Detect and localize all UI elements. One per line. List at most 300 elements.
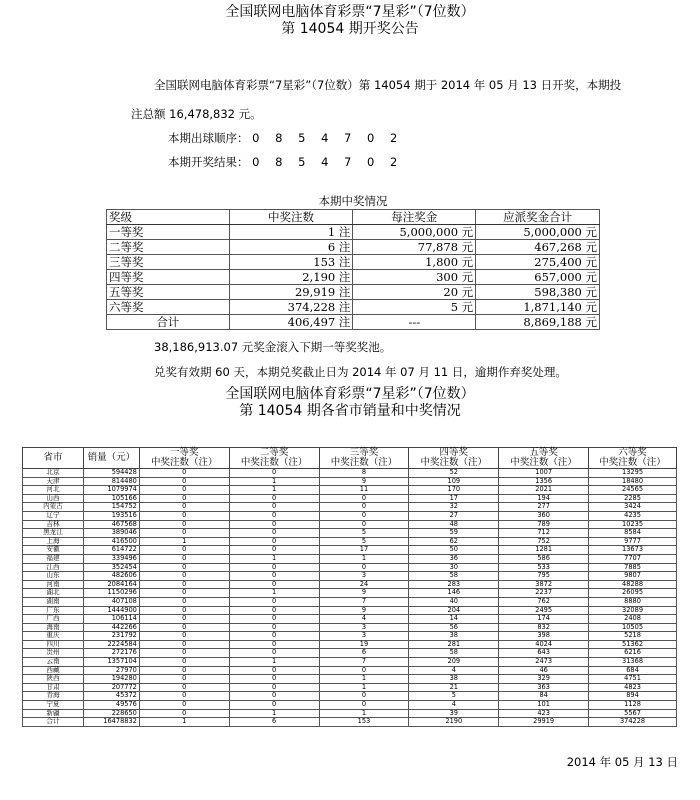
expiry-note: 兑奖有效期 60 天，本期兑奖截止日为 2014 年 07 月 11 日，逾期作弃奖处理。 — [154, 365, 567, 379]
second-prize: 0 — [229, 597, 319, 606]
fifth-prize: 586 — [499, 554, 589, 563]
fifth-prize: 3872 — [499, 580, 589, 589]
fifth-prize: 533 — [499, 563, 589, 572]
third-prize: 3 — [319, 572, 409, 581]
fourth-prize: 32 — [409, 503, 499, 512]
first-prize: 0 — [139, 623, 229, 632]
prize-level: 五等奖 — [107, 285, 230, 300]
sales: 194280 — [83, 675, 139, 684]
draw-order-label: 本期出球顺序： — [168, 131, 249, 145]
prize-total: 275,400 元 — [476, 255, 600, 270]
prize-level: 六等奖 — [107, 300, 230, 315]
fourth-prize: 283 — [409, 580, 499, 589]
third-prize: 7 — [319, 597, 409, 606]
fifth-prize: 2237 — [499, 589, 589, 598]
third-prize: 5 — [319, 529, 409, 538]
third-prize: 3 — [319, 623, 409, 632]
province-name: 吉林 — [23, 520, 84, 529]
fifth-prize: 1356 — [499, 477, 589, 486]
second-prize: 0 — [229, 675, 319, 684]
sales: 27970 — [83, 666, 139, 675]
third-prize: 19 — [319, 640, 409, 649]
fourth-prize: 38 — [409, 632, 499, 641]
header-line1: 省市 — [43, 452, 63, 463]
third-prize: 1 — [319, 554, 409, 563]
province-header-cell — [409, 448, 499, 469]
fifth-prize: 2473 — [499, 658, 589, 667]
province-header-cell — [319, 448, 409, 469]
prize-per-bet: 5 元 — [353, 300, 476, 315]
second-prize: 0 — [229, 615, 319, 624]
province-header-cell — [229, 448, 319, 469]
fifth-prize: 194 — [499, 494, 589, 503]
sixth-prize: 8584 — [589, 529, 677, 538]
sales: 614722 — [83, 546, 139, 555]
fifth-prize: 762 — [499, 597, 589, 606]
first-prize: 0 — [139, 709, 229, 718]
sixth-prize: 8880 — [589, 597, 677, 606]
third-prize: 9 — [319, 589, 409, 598]
prize-count: 374,228 注 — [229, 300, 353, 315]
header-line1: 销量（元） — [87, 452, 136, 463]
fourth-prize: 58 — [409, 572, 499, 581]
second-prize: 6 — [229, 718, 319, 727]
first-prize: 0 — [139, 597, 229, 606]
sales: 2224584 — [83, 640, 139, 649]
sales: 2084164 — [83, 580, 139, 589]
first-prize: 0 — [139, 692, 229, 701]
sales: 1150296 — [83, 589, 139, 598]
sales: 389046 — [83, 529, 139, 538]
fifth-prize: 423 — [499, 709, 589, 718]
first-prize: 0 — [139, 494, 229, 503]
province-name: 海南 — [23, 623, 84, 632]
prize-level: 合计 — [107, 315, 230, 330]
second-prize: 1 — [229, 709, 319, 718]
sixth-prize: 4823 — [589, 683, 677, 692]
third-prize: 0 — [319, 666, 409, 675]
sixth-prize: 6216 — [589, 649, 677, 658]
prize-count: 1 注 — [229, 225, 353, 240]
prize-table-caption: 本期中奖情况 — [318, 194, 388, 208]
sales: 106114 — [83, 615, 139, 624]
sixth-prize: 10235 — [589, 520, 677, 529]
fourth-prize: 14 — [409, 615, 499, 624]
second-prize: 0 — [229, 640, 319, 649]
third-prize: 7 — [319, 658, 409, 667]
province-name: 陕西 — [23, 675, 84, 684]
second-prize: 0 — [229, 683, 319, 692]
fifth-prize: 363 — [499, 683, 589, 692]
fourth-prize: 56 — [409, 623, 499, 632]
first-prize: 0 — [139, 554, 229, 563]
prize-table — [106, 209, 600, 330]
province-name: 甘肃 — [23, 683, 84, 692]
province-section-subtitle: 第 14054 期各省市销量和中奖情况 — [239, 403, 461, 419]
prize-row — [107, 255, 600, 270]
fourth-prize: 4 — [409, 666, 499, 675]
third-prize: 153 — [319, 718, 409, 727]
second-prize: 0 — [229, 572, 319, 581]
rollover-note: 38,186,913.07 元奖金滚入下期一等奖奖池。 — [154, 340, 392, 354]
province-name: 上海 — [23, 537, 84, 546]
province-name: 江西 — [23, 563, 84, 572]
prize-total: 657,000 元 — [476, 270, 600, 285]
fifth-prize: 277 — [499, 503, 589, 512]
fourth-prize: 17 — [409, 494, 499, 503]
sales: 467568 — [83, 520, 139, 529]
second-prize: 0 — [229, 529, 319, 538]
fifth-prize: 752 — [499, 537, 589, 546]
second-prize: 0 — [229, 666, 319, 675]
prize-row — [107, 285, 600, 300]
province-header-cell — [499, 448, 589, 469]
prize-level: 二等奖 — [107, 240, 230, 255]
third-prize: 1 — [319, 709, 409, 718]
fourth-prize: 170 — [409, 486, 499, 495]
sixth-prize: 48288 — [589, 580, 677, 589]
third-prize: 0 — [319, 520, 409, 529]
prize-count: 2,190 注 — [229, 270, 353, 285]
province-section-title: 全国联网电脑体育彩票“7星彩”（7位数） — [225, 386, 475, 402]
prize-row — [107, 300, 600, 315]
header-per-bet: 每注奖金 — [353, 210, 476, 225]
second-prize: 1 — [229, 554, 319, 563]
prize-per-bet: 1,800 元 — [353, 255, 476, 270]
second-prize: 0 — [229, 606, 319, 615]
third-prize: 8 — [319, 469, 409, 478]
sixth-prize: 3424 — [589, 503, 677, 512]
province-total-row — [23, 718, 677, 727]
second-prize: 1 — [229, 486, 319, 495]
sales: 442266 — [83, 623, 139, 632]
fourth-prize: 48 — [409, 520, 499, 529]
header-level: 奖级 — [107, 210, 230, 225]
prize-total-row — [107, 315, 600, 330]
province-name: 西藏 — [23, 666, 84, 675]
sales: 45372 — [83, 692, 139, 701]
fourth-prize: 40 — [409, 597, 499, 606]
province-name: 宁夏 — [23, 701, 84, 710]
fourth-prize: 5 — [409, 692, 499, 701]
fifth-prize: 46 — [499, 666, 589, 675]
province-name: 北京 — [23, 469, 84, 478]
draw-order-row — [168, 131, 403, 145]
fifth-prize: 174 — [499, 615, 589, 624]
draw-order-value: 0 8 5 4 7 0 2 — [252, 131, 404, 145]
fourth-prize: 52 — [409, 469, 499, 478]
fourth-prize: 281 — [409, 640, 499, 649]
province-name: 四川 — [23, 640, 84, 649]
province-name: 广东 — [23, 606, 84, 615]
second-prize: 0 — [229, 537, 319, 546]
fifth-prize: 712 — [499, 529, 589, 538]
sixth-prize: 10505 — [589, 623, 677, 632]
second-prize: 0 — [229, 649, 319, 658]
second-prize: 1 — [229, 658, 319, 667]
header-count: 中奖注数 — [229, 210, 353, 225]
header-line2: 中奖注数（注） — [151, 457, 218, 468]
province-header-cell — [83, 448, 139, 469]
third-prize: 5 — [319, 537, 409, 546]
second-prize: 0 — [229, 563, 319, 572]
first-prize: 0 — [139, 486, 229, 495]
second-prize: 1 — [229, 589, 319, 598]
province-name: 山西 — [23, 494, 84, 503]
sales: 482606 — [83, 572, 139, 581]
province-row — [23, 572, 677, 581]
sixth-prize: 1128 — [589, 701, 677, 710]
sixth-prize: 7885 — [589, 563, 677, 572]
province-name: 重庆 — [23, 632, 84, 641]
fifth-prize: 789 — [499, 520, 589, 529]
sixth-prize: 374228 — [589, 718, 677, 727]
sales: 594428 — [83, 469, 139, 478]
first-prize: 0 — [139, 589, 229, 598]
header-line1: 一等奖 — [170, 447, 199, 458]
fifth-prize: 4024 — [499, 640, 589, 649]
sixth-prize: 31368 — [589, 658, 677, 667]
province-name: 合计 — [23, 718, 84, 727]
third-prize: 1 — [319, 683, 409, 692]
third-prize: 1 — [319, 675, 409, 684]
header-line2: 中奖注数（注） — [599, 457, 666, 468]
prize-total: 1,871,140 元 — [476, 300, 600, 315]
sales: 814480 — [83, 477, 139, 486]
prize-row — [107, 240, 600, 255]
third-prize: 11 — [319, 486, 409, 495]
third-prize: 0 — [319, 494, 409, 503]
prize-count: 6 注 — [229, 240, 353, 255]
third-prize: 6 — [319, 649, 409, 658]
fifth-prize: 84 — [499, 692, 589, 701]
second-prize: 0 — [229, 623, 319, 632]
fourth-prize: 50 — [409, 546, 499, 555]
prize-per-bet: --- — [353, 315, 476, 330]
first-prize: 1 — [139, 718, 229, 727]
prize-count: 153 注 — [229, 255, 353, 270]
province-row — [23, 469, 677, 478]
province-table — [22, 447, 677, 727]
province-name: 黑龙江 — [23, 529, 84, 538]
first-prize: 0 — [139, 469, 229, 478]
header-line1: 四等奖 — [439, 447, 469, 458]
prize-level: 三等奖 — [107, 255, 230, 270]
province-name: 福建 — [23, 554, 84, 563]
second-prize: 0 — [229, 692, 319, 701]
first-prize: 0 — [139, 511, 229, 520]
draw-result-value: 0 8 5 4 7 0 2 — [252, 155, 404, 169]
first-prize: 0 — [139, 658, 229, 667]
header-total: 应派奖金合计 — [476, 210, 600, 225]
third-prize: 0 — [319, 563, 409, 572]
fifth-prize: 329 — [499, 675, 589, 684]
second-prize: 0 — [229, 469, 319, 478]
sales: 416500 — [83, 537, 139, 546]
province-name: 河北 — [23, 486, 84, 495]
header-line1: 五等奖 — [529, 447, 558, 458]
fifth-prize: 832 — [499, 623, 589, 632]
province-row — [23, 615, 677, 624]
third-prize: 3 — [319, 632, 409, 641]
fifth-prize: 29919 — [499, 718, 589, 727]
first-prize: 0 — [139, 572, 229, 581]
third-prize: 0 — [319, 503, 409, 512]
sales: 228650 — [83, 709, 139, 718]
fifth-prize: 1007 — [499, 469, 589, 478]
fourth-prize: 36 — [409, 554, 499, 563]
header-line2: 中奖注数（注） — [330, 457, 398, 468]
prize-table-header — [107, 210, 600, 225]
sales: 154752 — [83, 503, 139, 512]
province-name: 广西 — [23, 615, 84, 624]
fourth-prize: 209 — [409, 658, 499, 667]
sales: 16478832 — [83, 718, 139, 727]
first-prize: 1 — [139, 537, 229, 546]
province-name: 辽宁 — [23, 511, 84, 520]
sixth-prize: 18480 — [589, 477, 677, 486]
prize-total: 8,869,188 元 — [476, 315, 600, 330]
prize-count: 406,497 注 — [229, 315, 353, 330]
second-prize: 0 — [229, 701, 319, 710]
fourth-prize: 2190 — [409, 718, 499, 727]
fifth-prize: 1281 — [499, 546, 589, 555]
province-name: 河南 — [23, 580, 84, 589]
province-row — [23, 529, 677, 538]
sixth-prize: 2285 — [589, 494, 677, 503]
second-prize: 0 — [229, 494, 319, 503]
first-prize: 0 — [139, 701, 229, 710]
second-prize: 0 — [229, 632, 319, 641]
sales: 1079974 — [83, 486, 139, 495]
fourth-prize: 109 — [409, 477, 499, 486]
province-row — [23, 511, 677, 520]
sixth-prize: 9807 — [589, 572, 677, 581]
fourth-prize: 38 — [409, 675, 499, 684]
province-name: 内蒙古 — [23, 503, 84, 512]
fourth-prize: 30 — [409, 563, 499, 572]
sales: 352454 — [83, 563, 139, 572]
sixth-prize: 894 — [589, 692, 677, 701]
sales: 1357104 — [83, 658, 139, 667]
province-name: 山东 — [23, 572, 84, 581]
draw-result-label: 本期开奖结果： — [168, 155, 249, 169]
fourth-prize: 62 — [409, 537, 499, 546]
fifth-prize: 398 — [499, 632, 589, 641]
draw-result-row — [168, 155, 403, 169]
prize-total: 467,268 元 — [476, 240, 600, 255]
page-subtitle: 第 14054 期开奖公告 — [281, 21, 419, 37]
sixth-prize: 2408 — [589, 615, 677, 624]
first-prize: 0 — [139, 580, 229, 589]
third-prize: 9 — [319, 606, 409, 615]
third-prize: 0 — [319, 701, 409, 710]
province-name: 湖北 — [23, 589, 84, 598]
fifth-prize: 360 — [499, 511, 589, 520]
second-prize: 0 — [229, 511, 319, 520]
province-header-cell — [589, 448, 677, 469]
province-name: 贵州 — [23, 649, 84, 658]
fourth-prize: 146 — [409, 589, 499, 598]
fourth-prize: 39 — [409, 709, 499, 718]
sixth-prize: 9777 — [589, 537, 677, 546]
province-row — [23, 597, 677, 606]
province-name: 安徽 — [23, 546, 84, 555]
first-prize: 0 — [139, 632, 229, 641]
second-prize: 0 — [229, 546, 319, 555]
header-line1: 二等奖 — [259, 447, 289, 458]
header-line1: 三等奖 — [349, 447, 379, 458]
fourth-prize: 21 — [409, 683, 499, 692]
third-prize: 17 — [319, 546, 409, 555]
fifth-prize: 795 — [499, 572, 589, 581]
sales: 339496 — [83, 554, 139, 563]
third-prize: 24 — [319, 580, 409, 589]
fourth-prize: 27 — [409, 511, 499, 520]
third-prize: 0 — [319, 692, 409, 701]
sixth-prize: 5218 — [589, 632, 677, 641]
prize-total: 598,380 元 — [476, 285, 600, 300]
prize-per-bet: 20 元 — [353, 285, 476, 300]
first-prize: 0 — [139, 666, 229, 675]
province-row — [23, 701, 677, 710]
prize-count: 29,919 注 — [229, 285, 353, 300]
sixth-prize: 4235 — [589, 511, 677, 520]
prize-level: 四等奖 — [107, 270, 230, 285]
fourth-prize: 204 — [409, 606, 499, 615]
prize-row — [107, 225, 600, 240]
sales: 1444900 — [83, 606, 139, 615]
first-prize: 0 — [139, 529, 229, 538]
first-prize: 0 — [139, 503, 229, 512]
fifth-prize: 643 — [499, 649, 589, 658]
fourth-prize: 59 — [409, 529, 499, 538]
prize-row — [107, 270, 600, 285]
page-title: 全国联网电脑体育彩票“7星彩”（7位数） — [225, 4, 475, 20]
first-prize: 0 — [139, 563, 229, 572]
province-row — [23, 486, 677, 495]
third-prize: 9 — [319, 477, 409, 486]
sales: 105166 — [83, 494, 139, 503]
sales: 272176 — [83, 649, 139, 658]
second-prize: 0 — [229, 503, 319, 512]
first-prize: 0 — [139, 546, 229, 555]
sales: 193516 — [83, 511, 139, 520]
province-row — [23, 658, 677, 667]
prize-level: 一等奖 — [107, 225, 230, 240]
footer-date: 2014 年 05 月 13 日 — [566, 755, 678, 769]
first-prize: 0 — [139, 683, 229, 692]
third-prize: 4 — [319, 615, 409, 624]
prize-per-bet: 77,878 元 — [353, 240, 476, 255]
second-prize: 1 — [229, 477, 319, 486]
fifth-prize: 101 — [499, 701, 589, 710]
first-prize: 0 — [139, 606, 229, 615]
fourth-prize: 58 — [409, 649, 499, 658]
header-line2: 中奖注数（注） — [510, 457, 577, 468]
prize-total: 5,000,000 元 — [476, 225, 600, 240]
fifth-prize: 2021 — [499, 486, 589, 495]
second-prize: 0 — [229, 520, 319, 529]
first-prize: 0 — [139, 615, 229, 624]
sixth-prize: 684 — [589, 666, 677, 675]
header-line1: 六等奖 — [618, 447, 647, 458]
header-line2: 中奖注数（注） — [240, 457, 308, 468]
sixth-prize: 24565 — [589, 486, 677, 495]
header-line2: 中奖注数（注） — [420, 457, 488, 468]
sixth-prize: 4751 — [589, 675, 677, 684]
sixth-prize: 13295 — [589, 469, 677, 478]
